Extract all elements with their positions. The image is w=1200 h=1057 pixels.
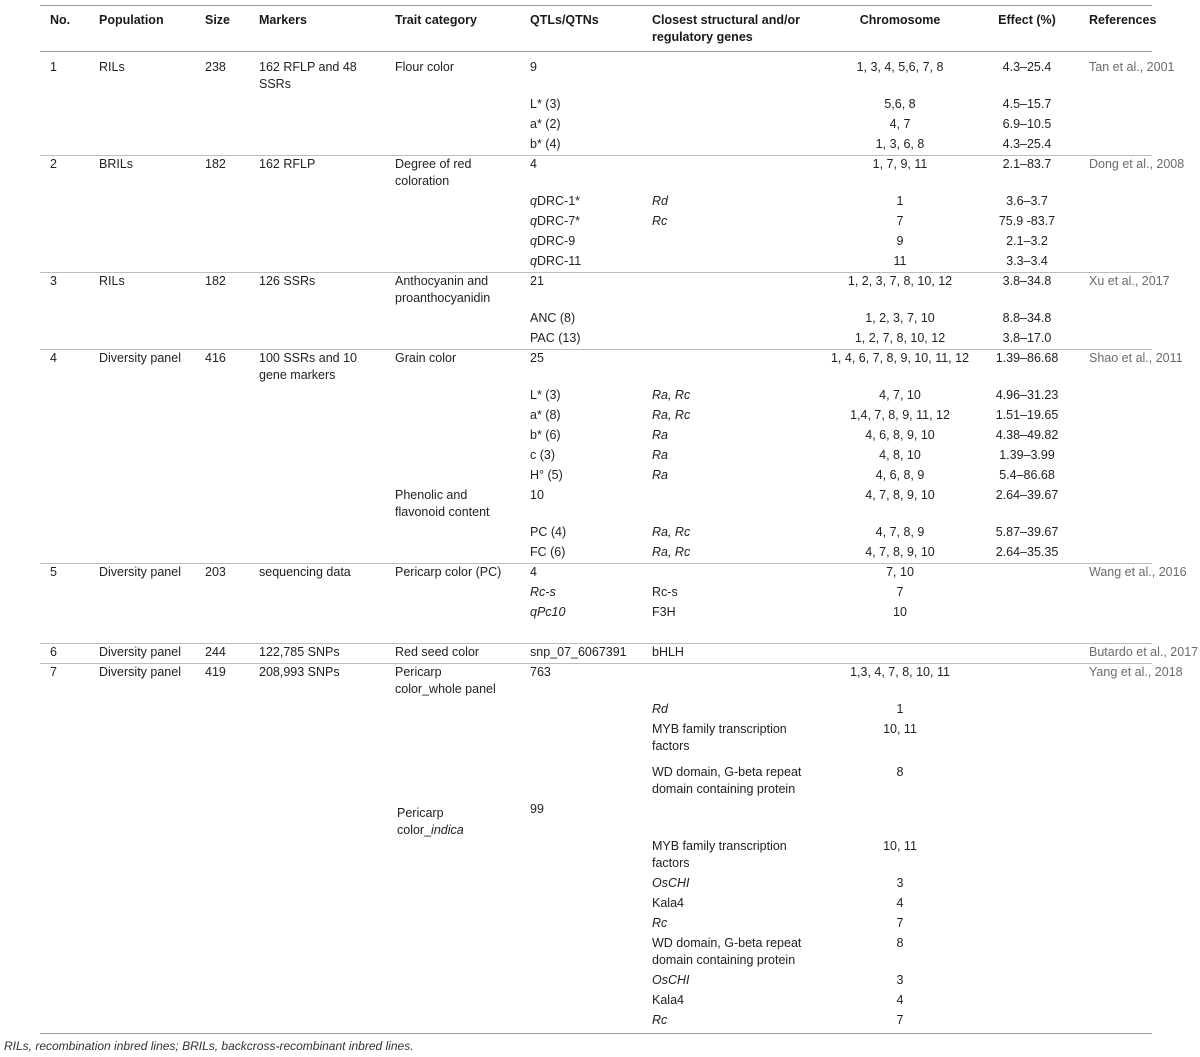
cell-gene: WD domain, G-beta repeat domain containing protein [652,936,802,967]
cell-chrom: 7, 10 [886,565,914,579]
cell-effect: 5.87–39.67 [995,525,1059,539]
cell-chrom: 7 [896,916,904,930]
trait-italic-tail: indica [431,823,464,837]
cell-ref: Dong et al., 2008 [1089,157,1185,171]
cell-ref: Butardo et al., 2017 [1089,645,1199,659]
cell-markers: 122,785 SNPs [259,645,340,659]
cell-gene: Rc-s [652,585,678,599]
cell-chrom: 1, 3, 6, 8 [875,137,925,151]
cell-trait: Degree of red coloration [395,157,472,188]
cell-chrom: 10, 11 [883,839,917,853]
qtl-name: DRC-7* [536,214,581,228]
cell-trait: Pericarp color (PC) [395,565,502,579]
cell-effect: 1.39–3.99 [999,448,1055,462]
cell-qtl: PAC (13) [530,331,581,345]
cell-no: 1 [50,60,57,74]
table-rule [40,1033,1152,1034]
cell-trait: Grain color [395,351,457,365]
cell-chrom: 7 [896,214,904,228]
cell-qtl: L* (3) [530,97,561,111]
cell-gene: Ra, Rc [652,388,691,402]
cell-effect: 4.3–25.4 [1002,60,1052,74]
cell-chrom: 4, 7, 10 [879,388,921,402]
cell-chrom: 9 [896,234,904,248]
cell-chrom: 4, 8, 10 [879,448,921,462]
cell-qtl: 763 [530,665,551,679]
cell-size: 416 [205,351,226,365]
cell-qtl [530,233,575,250]
cell-chrom: 1, 3, 4, 5,6, 7, 8 [856,60,944,74]
cell-pop: RILs [99,60,125,74]
cell-chrom: 8 [896,765,904,779]
cell-effect: 2.1–3.2 [1006,234,1048,248]
column-header-size: Size [205,13,231,27]
cell-chrom: 1, 2, 3, 7, 10 [865,311,935,325]
cell-chrom: 3 [896,876,904,890]
cell-chrom: 10 [893,605,907,619]
qtl-prefix: q [530,234,537,248]
cell-markers: 208,993 SNPs [259,665,340,679]
cell-effect: 3.8–34.8 [1002,274,1052,288]
cell-size: 244 [205,645,226,659]
cell-markers: 162 RFLP [259,157,316,171]
cell-chrom: 1,3, 4, 7, 8, 10, 11 [850,665,950,679]
cell-qtl: 10 [530,488,544,502]
qtl-prefix: q [530,194,537,208]
cell-chrom: 5,6, 8 [884,97,916,111]
cell-trait: Red seed color [395,645,480,659]
cell-chrom: 1 [896,194,904,208]
cell-gene: Ra, Rc [652,408,691,422]
cell-qtl: L* (3) [530,388,561,402]
cell-no: 5 [50,565,57,579]
cell-chrom: 1, 4, 6, 7, 8, 9, 10, 11, 12 [830,351,970,365]
cell-trait [397,805,464,839]
cell-gene: Rc [652,214,668,228]
column-header-qtl: QTLs/QTNs [530,13,599,27]
cell-effect: 4.38–49.82 [995,428,1059,442]
cell-chrom: 1, 2, 3, 7, 8, 10, 12 [847,274,953,288]
column-header-pop: Population [99,13,164,27]
cell-effect: 3.8–17.0 [1002,331,1052,345]
cell-gene: Ra [652,428,668,442]
cell-qtl: b* (4) [530,137,561,151]
cell-effect: 1.51–19.65 [995,408,1059,422]
cell-chrom: 1 [896,702,904,716]
cell-gene: F3H [652,605,676,619]
column-header-trait: Trait category [395,13,477,27]
cell-qtl: PC (4) [530,525,567,539]
cell-qtl: 4 [530,157,537,171]
cell-qtl [530,213,580,230]
cell-qtl: qPc10 [530,605,566,619]
cell-gene: Ra, Rc [652,545,691,559]
cell-gene: Kala4 [652,993,684,1007]
cell-chrom: 7 [896,1013,904,1027]
cell-effect: 75.9 -83.7 [998,214,1056,228]
cell-gene: Rc [652,1013,668,1027]
column-header-markers: Markers [259,13,307,27]
cell-gene: Ra, Rc [652,525,691,539]
cell-trait: Anthocyanin and proanthocyanidin [395,274,491,305]
cell-gene: OsCHI [652,876,690,890]
cell-chrom: 4, 7 [889,117,911,131]
cell-effect: 3.3–3.4 [1006,254,1048,268]
cell-pop: BRILs [99,157,134,171]
qtl-name: DRC-9 [536,234,576,248]
qtl-prefix: q [530,254,537,268]
cell-qtl: a* (2) [530,117,561,131]
cell-markers: sequencing data [259,565,351,579]
cell-pop: RILs [99,274,125,288]
cell-qtl: 25 [530,351,544,365]
cell-no: 6 [50,645,57,659]
cell-pop: Diversity panel [99,565,181,579]
cell-effect: 1.39–86.68 [995,351,1059,365]
column-header-ref: References [1089,13,1157,27]
column-header-chrom: Chromosome [859,13,941,27]
cell-ref: Shao et al., 2011 [1089,351,1183,365]
qtl-name: DRC-11 [536,254,582,268]
cell-trait: Phenolic and flavonoid content [395,488,490,519]
cell-chrom: 4 [896,896,904,910]
cell-qtl [530,193,580,210]
trait-text: Pericarp color_ [397,806,444,837]
cell-qtl: 4 [530,565,537,579]
cell-qtl: b* (6) [530,428,561,442]
cell-effect: 2.64–35.35 [995,545,1059,559]
cell-qtl: ANC (8) [530,311,576,325]
cell-effect: 4.5–15.7 [1002,97,1052,111]
column-header-no: No. [50,13,71,27]
cell-pop: Diversity panel [99,645,181,659]
cell-no: 4 [50,351,57,365]
cell-size: 238 [205,60,226,74]
cell-effect: 4.3–25.4 [1002,137,1052,151]
cell-effect: 8.8–34.8 [1002,311,1052,325]
table-footnote: RILs, recombination inbred lines; BRILs, backcross-recombinant inbred lines. [4,1039,414,1053]
cell-gene: Rd [652,194,668,208]
cell-gene: Ra [652,468,668,482]
cell-qtl: 21 [530,274,544,288]
cell-qtl [530,253,581,270]
cell-no: 2 [50,157,57,171]
cell-size: 203 [205,565,226,579]
cell-effect: 2.1–83.7 [1002,157,1052,171]
qtl-prefix: q [530,214,537,228]
cell-chrom: 1, 2, 7, 8, 10, 12 [854,331,946,345]
cell-effect: 6.9–10.5 [1002,117,1052,131]
cell-qtl: a* (8) [530,408,561,422]
cell-chrom: 8 [896,936,904,950]
cell-pop: Diversity panel [99,351,181,365]
cell-gene: MYB family transcription factors [652,839,787,870]
table-rule [40,51,1152,52]
cell-gene: MYB family transcription factors [652,722,787,753]
cell-qtl: snp_07_6067391 [530,645,627,659]
cell-effect: 3.6–3.7 [1006,194,1048,208]
cell-chrom: 1, 7, 9, 11 [872,157,928,171]
cell-effect: 2.64–39.67 [995,488,1059,502]
cell-no: 7 [50,665,57,679]
cell-gene: OsCHI [652,973,690,987]
cell-ref: Xu et al., 2017 [1089,274,1170,288]
cell-gene: WD domain, G-beta repeat domain containing protein [652,765,802,796]
cell-size: 182 [205,274,226,288]
cell-qtl: Rc-s [530,585,556,599]
cell-ref: Wang et al., 2016 [1089,565,1187,579]
cell-trait: Flour color [395,60,455,74]
cell-chrom: 7 [896,585,904,599]
cell-chrom: 3 [896,973,904,987]
cell-ref: Tan et al., 2001 [1089,60,1175,74]
cell-qtl: 9 [530,60,537,74]
column-header-effect: Effect (%) [998,13,1056,27]
cell-chrom: 4, 7, 8, 9 [875,525,925,539]
cell-markers: 126 SSRs [259,274,316,288]
cell-gene: Kala4 [652,896,684,910]
cell-chrom: 10, 11 [883,722,917,736]
cell-gene: Ra [652,448,668,462]
cell-trait: Pericarp color_whole panel [395,665,496,696]
cell-qtl: FC (6) [530,545,566,559]
cell-gene: bHLH [652,645,684,659]
cell-markers: 162 RFLP and 48 SSRs [259,60,357,91]
cell-qtl: H° (5) [530,468,563,482]
cell-chrom: 11 [893,254,907,268]
cell-effect: 5.4–86.68 [999,468,1055,482]
cell-chrom: 4, 6, 8, 9, 10 [865,428,935,442]
cell-markers: 100 SSRs and 10 gene markers [259,351,357,382]
cell-gene: Rc [652,916,668,930]
qtl-name: DRC-1* [536,194,581,208]
table-rule [40,5,1152,6]
cell-size: 182 [205,157,226,171]
cell-gene: Rd [652,702,668,716]
cell-pop: Diversity panel [99,665,181,679]
cell-qtl: 99 [530,802,544,816]
cell-qtl: c (3) [530,448,555,462]
cell-chrom: 4, 7, 8, 9, 10 [865,545,935,559]
cell-size: 419 [205,665,226,679]
cell-effect: 4.96–31.23 [995,388,1059,402]
cell-chrom: 1,4, 7, 8, 9, 11, 12 [850,408,950,422]
cell-chrom: 4 [896,993,904,1007]
cell-chrom: 4, 6, 8, 9 [875,468,925,482]
cell-ref: Yang et al., 2018 [1089,665,1183,679]
column-header-gene: Closest structural and/or regulatory genes [652,13,800,44]
cell-chrom: 4, 7, 8, 9, 10 [865,488,935,502]
cell-no: 3 [50,274,57,288]
